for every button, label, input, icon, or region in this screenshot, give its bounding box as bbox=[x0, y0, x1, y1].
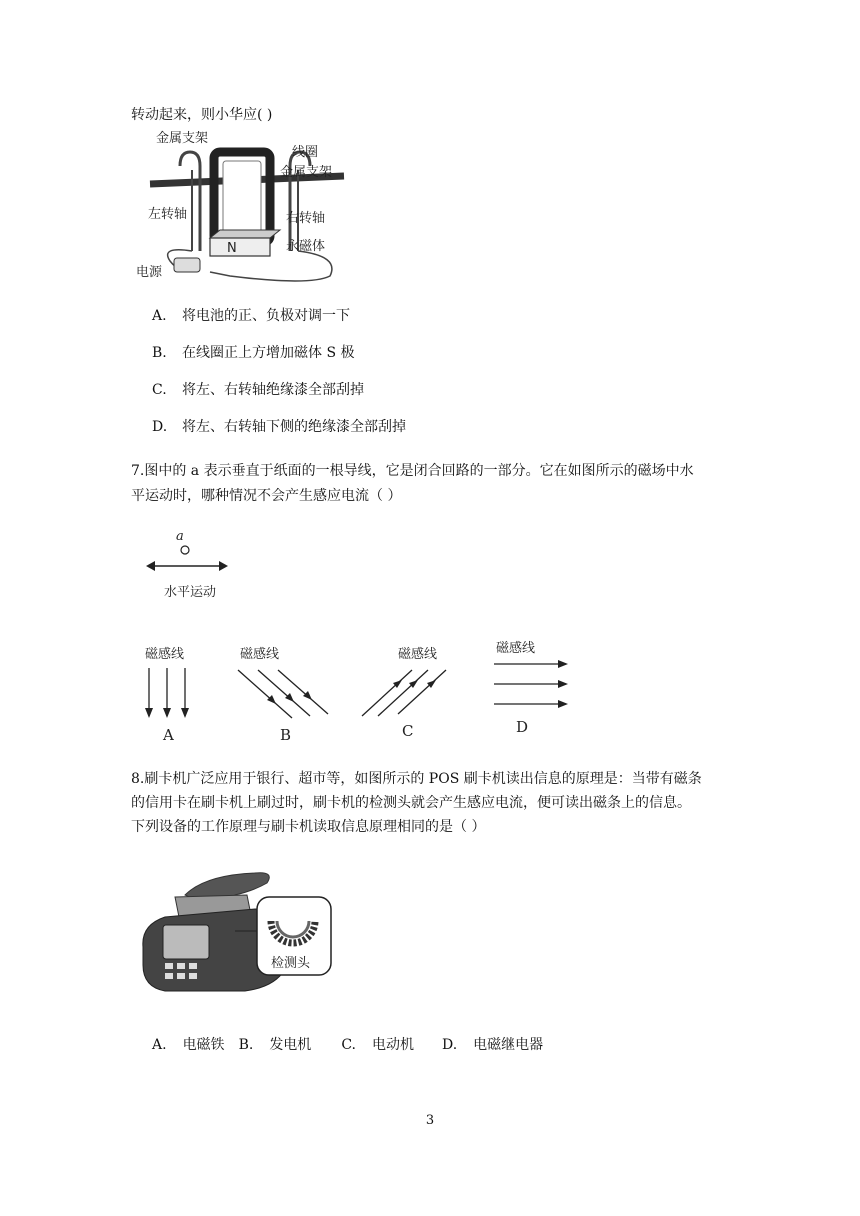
panel-b-title: 磁感线 bbox=[240, 647, 280, 662]
q8-option-c: C. 电动机 bbox=[341, 1037, 414, 1053]
page-number: 3 bbox=[425, 1113, 435, 1128]
q6-option-c: C. 将左、右转轴绝缘漆全部刮掉 bbox=[152, 382, 364, 398]
q7-stem-line1: 7.图中的 a 表示垂直于纸面的一根导线，它是闭合回路的一部分。它在如图所示的磁场中水 bbox=[131, 463, 694, 479]
q7-panel-a bbox=[135, 640, 215, 745]
q7-motion-figure bbox=[140, 526, 250, 606]
magnet-pole-label: N bbox=[227, 241, 237, 256]
q6-option-d: D. 将左、右转轴下侧的绝缘漆全部刮掉 bbox=[152, 419, 406, 435]
panel-a-title: 磁感线 bbox=[145, 647, 185, 662]
panel-d-letter: D bbox=[516, 718, 529, 736]
wire-a-dot bbox=[181, 546, 189, 554]
q8-option-a: A. 电磁铁 bbox=[152, 1037, 225, 1053]
q8-options bbox=[152, 1035, 543, 1055]
coil-label: 线圈 bbox=[292, 145, 319, 160]
panel-b-letter: B bbox=[280, 726, 292, 744]
motion-label: 水平运动 bbox=[164, 585, 217, 600]
panel-d-title: 磁感线 bbox=[496, 641, 536, 656]
q8-option-d: D. 电磁继电器 bbox=[441, 1037, 544, 1053]
detector-label: 检测头 bbox=[271, 956, 311, 971]
q7-stem-line2: 平运动时，哪种情况不会产生感应电流（ ） bbox=[131, 488, 402, 504]
power-label: 电源 bbox=[136, 265, 163, 280]
q7-panel-b bbox=[230, 640, 340, 745]
q7-panel-c bbox=[356, 640, 466, 745]
q8-stem-line3: 下列设备的工作原理与刷卡机读取信息原理相同的是（ ） bbox=[131, 819, 486, 835]
q8-stem-line2: 的信用卡在刷卡机上刷过时，刷卡机的检测头就会产生感应电流，便可读出磁条上的信息。 bbox=[131, 795, 691, 811]
panel-c-letter: C bbox=[402, 722, 414, 740]
q6-option-a: A. 将电池的正、负极对调一下 bbox=[152, 308, 350, 324]
q8-pos-figure bbox=[135, 865, 340, 1005]
q7-panel-d bbox=[486, 636, 586, 741]
axle-right-label: 右转轴 bbox=[286, 211, 326, 226]
bracket-left-label: 金属支架 bbox=[156, 131, 209, 146]
panel-a-letter: A bbox=[163, 726, 174, 744]
q6-option-b: B. 在线圈正上方增加磁体 S 极 bbox=[152, 345, 355, 361]
wire-a-label: a bbox=[176, 529, 184, 544]
q6-motor-figure bbox=[130, 126, 370, 286]
magnet-label: 永磁体 bbox=[286, 239, 326, 254]
q8-stem-line1: 8.刷卡机广泛应用于银行、超市等，如图所示的 POS 刷卡机读出信息的原理是：当带有磁条 bbox=[131, 771, 702, 787]
bracket-right-label: 金属支架 bbox=[280, 165, 333, 180]
q6-stem-tail: 转动起来，则小华应( ) bbox=[131, 107, 273, 123]
q8-option-b: B. 发电机 bbox=[238, 1037, 312, 1053]
axle-left-label: 左转轴 bbox=[148, 207, 188, 222]
panel-c-title: 磁感线 bbox=[398, 647, 438, 662]
